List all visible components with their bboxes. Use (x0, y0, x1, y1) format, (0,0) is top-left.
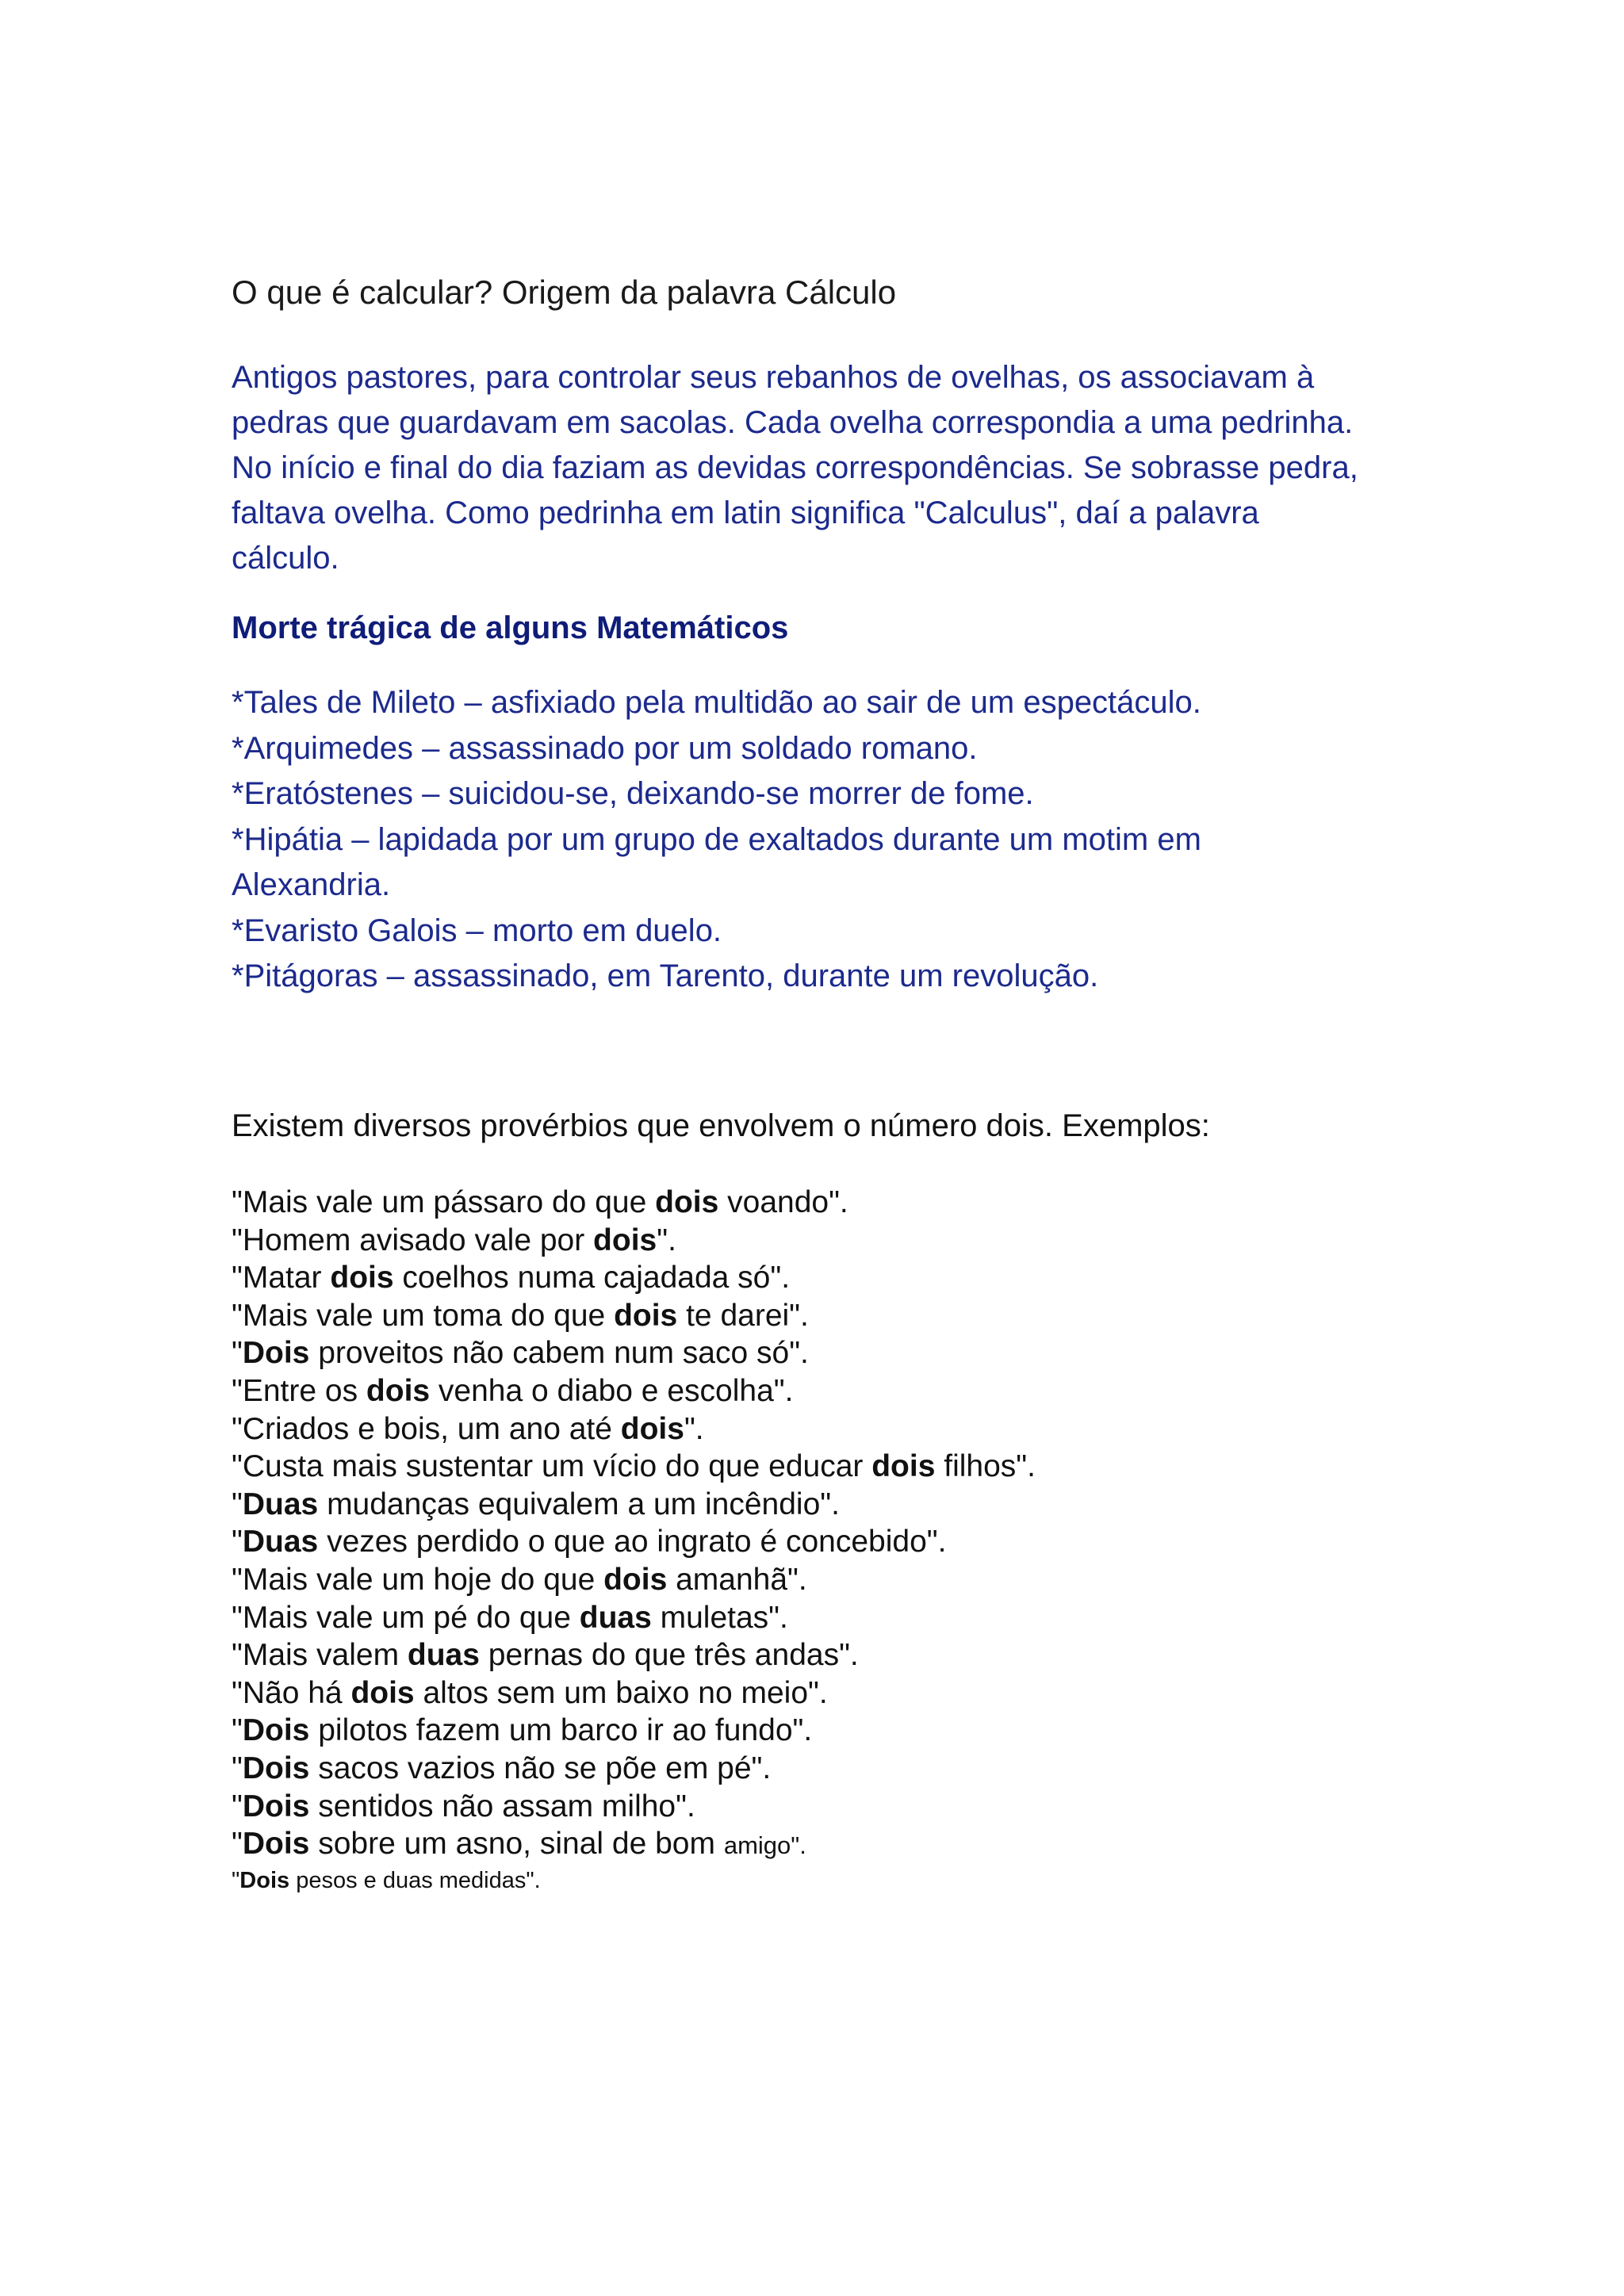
intro-line: No início e final do dia faziam as devidas correspondências. Se sobrasse pedra, (232, 450, 1358, 485)
proverb-bold-word: Dois (242, 1789, 310, 1823)
intro-line: faltava ovelha. Como pedrinha em latin significa "Calculus", daí a palavra (232, 496, 1259, 530)
proverb-item (232, 1297, 1036, 1335)
proverb-text: altos sem um baixo no meio". (414, 1675, 828, 1710)
proverb-bold-word: duas (407, 1638, 480, 1673)
proverb-text: "Mais vale um pássaro do que (232, 1185, 656, 1219)
proverb-text: " (232, 1525, 243, 1559)
proverb-item (232, 1674, 1036, 1712)
proverb-bold-word: dois (330, 1261, 394, 1295)
proverb-text: " (232, 1713, 243, 1748)
proverb-text: sacos vazios não se põe em pé". (309, 1751, 772, 1785)
death-line: Alexandria. (232, 867, 391, 902)
proverb-text: pernas do que três andas". (479, 1638, 859, 1673)
proverb-item (232, 1712, 1036, 1750)
proverb-text: " (232, 1789, 243, 1823)
proverb-item (232, 1750, 1036, 1788)
proverb-text: " (232, 1751, 243, 1785)
proverb-item (232, 1865, 1036, 1896)
proverb-item (232, 1561, 1036, 1599)
proverbs-list (232, 1184, 1036, 1896)
proverb-bold-word: Dois (239, 1867, 290, 1893)
death-line: *Hipátia – lapidada por um grupo de exaltados durante um motim em (232, 821, 1201, 857)
proverb-item (232, 1523, 1036, 1561)
intro-line: Antigos pastores, para controlar seus rebanhos de ovelhas, os associavam à (232, 360, 1315, 395)
proverb-text: vezes perdido o que ao ingrato é concebido". (318, 1525, 947, 1559)
proverb-item (232, 1825, 1036, 1865)
proverb-bold-word: dois (620, 1411, 684, 1446)
proverb-text: sobre um asno, sinal de bom (309, 1827, 724, 1862)
proverb-text: "Mais vale um toma do que (232, 1298, 615, 1333)
proverb-text: "Homem avisado vale por (232, 1223, 594, 1257)
proverb-item (232, 1486, 1036, 1524)
page-title: O que é calcular? Origem da palavra Cálculo (232, 274, 897, 311)
section-heading-deaths: Morte trágica de alguns Matemáticos (232, 610, 789, 645)
proverb-text: "Mais valem (232, 1638, 408, 1673)
proverb-text: "Custa mais sustentar um vício do que educar (232, 1449, 872, 1484)
proverb-bold-word: dois (350, 1675, 415, 1710)
proverb-text: filhos". (935, 1449, 1036, 1484)
proverb-bold-word: dois (614, 1298, 678, 1333)
proverb-text: proveitos não cabem num saco só". (309, 1336, 809, 1371)
proverb-text: "Matar (232, 1261, 331, 1295)
proverb-item (232, 1448, 1036, 1486)
proverb-text: "Não há (232, 1675, 351, 1710)
proverb-text: coelhos numa cajadada só". (393, 1261, 791, 1295)
proverb-bold-word: Dois (242, 1336, 310, 1371)
proverb-text: venha o diabo e escolha". (430, 1373, 794, 1408)
proverb-text: "Mais vale um pé do que (232, 1600, 580, 1635)
proverb-text: " (232, 1336, 243, 1371)
proverb-text: pesos e duas medidas". (289, 1867, 541, 1893)
death-line: *Arquimedes – assassinado por um soldado romano. (232, 730, 978, 766)
proverb-text: mudanças equivalem a um incêndio". (318, 1487, 840, 1521)
proverb-text: "Criados e bois, um ano até (232, 1411, 621, 1446)
proverb-text: "Entre os (232, 1373, 366, 1408)
proverb-text: ". (684, 1411, 704, 1446)
proverb-item (232, 1372, 1036, 1410)
proverb-bold-word: Duas (242, 1525, 319, 1559)
proverb-text: " (232, 1827, 243, 1862)
proverb-item (232, 1222, 1036, 1260)
intro-paragraph (232, 355, 1421, 581)
proverb-bold-word: duas (579, 1600, 652, 1635)
proverb-item (232, 1184, 1036, 1222)
proverb-bold-word: Dois (242, 1751, 310, 1785)
proverb-item (232, 1636, 1036, 1674)
proverb-text-small: amigo". (723, 1831, 806, 1860)
death-line: *Eratóstenes – suicidou-se, deixando-se morrer de fome. (232, 776, 1034, 811)
proverb-text: voando". (718, 1185, 848, 1219)
proverb-text: " (232, 1487, 243, 1521)
proverb-text: sentidos não assam milho". (309, 1789, 695, 1823)
proverb-text: te darei". (677, 1298, 809, 1333)
proverb-bold-word: Dois (242, 1713, 310, 1748)
proverb-bold-word: dois (366, 1373, 431, 1408)
death-line: *Evaristo Galois – morto em duelo. (232, 913, 722, 948)
proverb-text: " (232, 1867, 240, 1893)
proverb-text: muletas". (651, 1600, 788, 1635)
proverb-text: "Mais vale um hoje do que (232, 1562, 604, 1597)
proverb-item (232, 1599, 1036, 1637)
proverb-item (232, 1410, 1036, 1448)
death-line: *Tales de Mileto – asfixiado pela multidão ao sair de um espectáculo. (232, 685, 1201, 720)
proverb-bold-word: dois (655, 1185, 719, 1219)
death-line: *Pitágoras – assassinado, em Tarento, durante um revolução. (232, 959, 1099, 993)
proverb-bold-word: dois (603, 1562, 668, 1597)
proverb-bold-word: dois (593, 1223, 657, 1257)
intro-line: pedras que guardavam em sacolas. Cada ovelha correspondia a uma pedrinha. (232, 405, 1354, 440)
proverb-text: pilotos fazem um barco ir ao fundo". (309, 1713, 813, 1748)
proverb-bold-word: Dois (242, 1827, 310, 1862)
proverb-item (232, 1334, 1036, 1372)
proverbs-intro: Existem diversos provérbios que envolvem o número dois. Exemplos: (232, 1108, 1210, 1143)
proverb-text: ". (657, 1223, 676, 1257)
intro-line: cálculo. (232, 541, 339, 576)
proverb-text: amanhã". (667, 1562, 807, 1597)
proverb-item (232, 1788, 1036, 1826)
proverb-item (232, 1259, 1036, 1297)
proverb-bold-word: Duas (242, 1487, 319, 1521)
deaths-list (232, 680, 1421, 1000)
proverb-bold-word: dois (871, 1449, 936, 1484)
